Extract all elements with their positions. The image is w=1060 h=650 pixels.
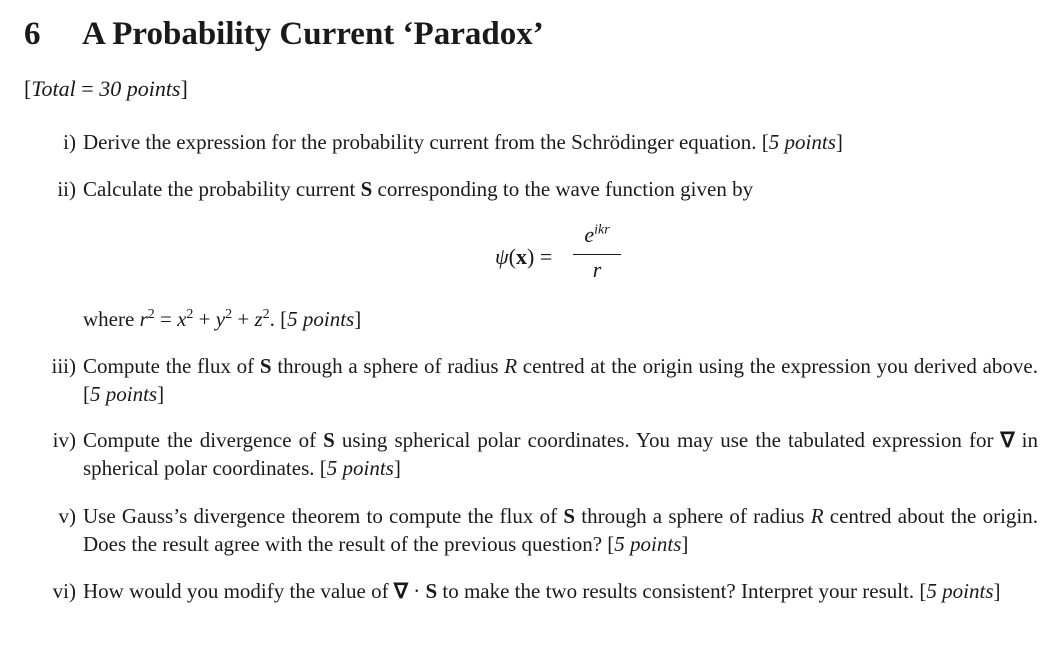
total-equals: = [75,76,100,101]
item-text: corresponding to the wave function given by [372,177,754,201]
nabla-symbol: ∇ [1000,428,1015,452]
where-prefix: where [83,307,140,331]
item-label: v) [58,504,76,528]
current-symbol: S [360,177,373,201]
item-text: Calculate the probability current [83,177,361,201]
plus: + [193,307,216,331]
current-symbol: S [323,428,335,452]
item-text: to make the two results consistent? Interpret your result. [437,579,915,603]
item-body: Compute the divergence of S using spherical polar coordinates. You may use the tabulated expression for ∇ in spherical polar coordinates. [5 points] [83,428,1038,480]
current-symbol: S [563,504,575,528]
equation-fraction [573,222,621,283]
var-r: r [139,307,148,331]
var-z: z [254,307,263,331]
radius-var: R [810,504,824,528]
item-label: vi) [52,579,76,603]
item-body: Compute the flux of S through a sphere of radius R centred at the origin using the expression you derived above. [5 points] [83,354,1038,406]
current-symbol: S [425,579,438,603]
item-body: How would you modify the value of ∇ · S to make the two results consistent? Interpret your result. [5 points] [83,579,1001,603]
psi-symbol: ψ [495,244,509,269]
radius-var: R [504,354,518,378]
current-symbol: S [259,354,272,378]
item-label: i) [63,130,76,154]
item-text: How would you modify the value of [83,579,394,603]
var-y: y [215,307,226,331]
section-title: A Probability Current ‘Paradox’ [82,16,544,52]
item-points: 5 points [768,130,836,154]
section-heading [24,14,544,54]
var-x: x [177,307,187,331]
item-text: through a sphere of radius [575,504,811,528]
item-text: using spherical polar coordinates. You may use the tabulated expression for [334,428,1001,452]
total-open-bracket: [ [24,76,32,101]
fraction-denominator: r [592,257,602,282]
item-text: centred about the origin. Does the result agree with the result of the previous question? [83,504,1038,556]
item-text: Compute the divergence of [83,428,324,452]
item-points: 5 points [926,579,994,603]
item-text: in spherical polar coordinates. [83,428,1038,480]
exp: 2 [262,307,270,322]
total-value: 30 points [99,76,181,101]
item-body: Use Gauss’s divergence theorem to compute the flux of S through a sphere of radius R centred about the origin. Does the result agree with the result of the previous question? [5 points] [83,504,1038,556]
numerator-base: e [584,222,595,247]
plus: + [232,307,255,331]
total-points [24,75,188,103]
exp: 2 [147,307,155,322]
item-text: Compute the flux of [83,354,260,378]
exp: 2 [225,307,233,322]
equation-arg: (x) [508,244,535,269]
item-points: 5 points [287,307,355,331]
equation-equals: = [534,244,553,269]
item-body: Derive the expression for the probability current from the Schrödinger equation. [5 points] [83,130,843,154]
period: . [269,307,275,331]
nabla-symbol: ∇ [393,579,408,603]
item-points: 5 points [90,382,158,406]
dot-operator: · [407,579,426,603]
where-equals: = [154,307,178,331]
item-points: 5 points [614,532,682,556]
item-label: iv) [52,428,76,452]
exp: 2 [186,307,194,322]
numerator-exponent: ikr [594,222,610,238]
item-points: 5 points [326,456,394,480]
equation-lhs [495,244,552,270]
where-clause: where $r^2 = x^2 + y^2 + z^2$. [5 points] [83,307,362,331]
item-text: centred at the origin using the expression you derived above. [517,354,1038,378]
section-number: 6 [24,16,41,52]
item-label: iii) [51,354,76,378]
fraction-bar [573,254,621,255]
item-text: Derive the expression for the probability current from the Schrödinger equation. [83,130,757,154]
item-body [83,175,1038,203]
wave-function-equation [495,222,635,282]
item-text: Use Gauss’s divergence theorem to compute the flux of [83,504,564,528]
total-label: Total [31,76,76,101]
item-text: through a sphere of radius [271,354,505,378]
fraction-numerator [573,222,621,248]
item-label: ii) [57,177,76,201]
total-close-bracket: ] [180,76,188,101]
